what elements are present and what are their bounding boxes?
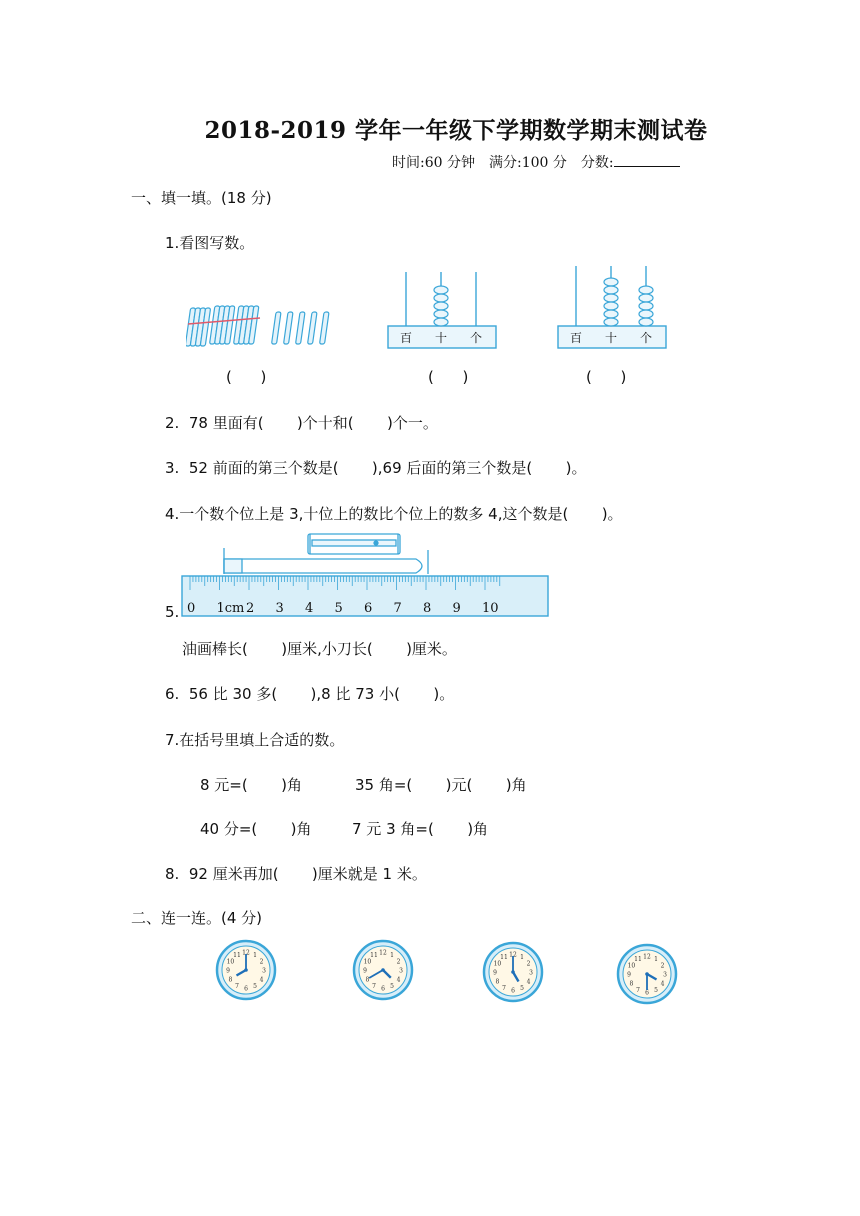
question-6: 6. 56 比 30 多( ),8 比 73 小( )。: [165, 685, 455, 703]
abacus-label-tens: 十: [435, 331, 448, 345]
clock-numeral: 11: [233, 951, 241, 959]
ruler-label: 10: [482, 601, 499, 616]
clock-numeral: 3: [529, 969, 533, 977]
clock-numeral: 1: [390, 951, 394, 959]
stick-bundle-2: [210, 306, 236, 344]
clock-numeral: 5: [654, 987, 658, 995]
score-blank[interactable]: [614, 152, 680, 167]
clock-numeral: 6: [511, 987, 515, 995]
clock-numeral: 10: [627, 962, 636, 970]
clock-numeral: 8: [629, 980, 634, 988]
clock-center: [511, 970, 515, 974]
ruler-label: 0: [187, 601, 196, 616]
clock-numeral: 9: [363, 967, 367, 975]
clock-numeral: 2: [660, 962, 665, 970]
clock-numeral: 2: [526, 960, 531, 968]
clock-center: [244, 968, 248, 972]
clock-icon-2[interactable]: [351, 938, 415, 1002]
clock-numeral: 3: [663, 971, 667, 979]
clock-numeral: 10: [493, 960, 502, 968]
ruler-label: 3: [275, 601, 284, 616]
page-title: 2018-2019 学年一年级下学期数学期末测试卷: [204, 117, 708, 144]
question-5-number: 5.: [165, 603, 180, 621]
clock-numeral: 12: [509, 951, 517, 959]
abacus-label-hundreds: 百: [400, 331, 413, 345]
clock-numeral: 4: [526, 978, 531, 986]
clock-numeral: 1: [654, 955, 658, 963]
clock-numeral: 9: [493, 969, 497, 977]
stick-bundle-3: [234, 306, 260, 344]
ruler-label: 9: [452, 601, 461, 616]
ruler-label: 2: [246, 601, 255, 616]
clock-numeral: 7: [502, 985, 506, 993]
time-label: 时间:60 分钟: [392, 155, 475, 171]
clock-numeral: 6: [645, 989, 649, 997]
score-label: 分数:: [580, 155, 614, 171]
clock-numeral: 8: [228, 976, 233, 984]
abacus-1: [386, 270, 498, 352]
clock-numeral: 10: [226, 958, 235, 966]
clock-numeral: 2: [259, 958, 264, 966]
abacus2-label-tens: 十: [605, 331, 618, 345]
clock-numeral: 4: [660, 980, 665, 988]
abacus2-label-hundreds: 百: [570, 331, 583, 345]
question-7d: 7 元 3 角=( )角: [352, 820, 489, 838]
abacus-label-ones: 个: [470, 331, 483, 345]
clock-numeral: 10: [363, 958, 372, 966]
ruler-figure: [180, 530, 552, 620]
clock-numeral: 5: [520, 985, 524, 993]
question-3: 3. 52 前面的第三个数是( ),69 后面的第三个数是( )。: [165, 459, 587, 477]
question-5: 油画棒长( )厘米,小刀长( )厘米。: [182, 640, 457, 658]
clock-numeral: 12: [643, 953, 651, 961]
clock-center: [645, 972, 649, 976]
ruler-label: 5: [334, 601, 343, 616]
exam-meta: [392, 152, 694, 172]
clock-numeral: 9: [226, 967, 230, 975]
clock-numeral: 7: [235, 983, 239, 991]
clock-numeral: 9: [627, 971, 631, 979]
question-7: 7.在括号里填上合适的数。: [165, 731, 345, 749]
full-score-label: 满分:100 分: [488, 155, 567, 171]
knife-icon: [308, 534, 400, 554]
ruler-label: 8: [423, 601, 432, 616]
clock-numeral: 7: [636, 987, 640, 995]
stick-bundle-1: [186, 308, 212, 346]
clock-numeral: 8: [365, 976, 370, 984]
section-2-heading: 二、连一连。(4 分): [131, 909, 263, 927]
clock-numeral: 3: [399, 967, 403, 975]
ruler-label: 6: [364, 601, 373, 616]
clock-numeral: 1: [520, 953, 524, 961]
clock-numeral: 11: [370, 951, 378, 959]
question-1: 1.看图写数。: [165, 234, 255, 252]
clock-numeral: 6: [381, 985, 385, 993]
abacus-2: [556, 264, 668, 352]
clock-icon-4[interactable]: [615, 942, 679, 1006]
answer-blank-2[interactable]: ( ): [428, 368, 469, 386]
clock-center: [381, 968, 385, 972]
question-7a: 8 元=( )角: [200, 776, 302, 794]
clock-numeral: 11: [500, 953, 508, 961]
single-sticks: [272, 312, 329, 344]
question-2: 2. 78 里面有( )个十和( )个一。: [165, 414, 438, 432]
clock-numeral: 3: [262, 967, 266, 975]
clock-numeral: 4: [259, 976, 264, 984]
question-7b: 35 角=( )元( )角: [355, 776, 527, 794]
clock-numeral: 12: [242, 949, 250, 957]
answer-blank-3[interactable]: ( ): [586, 368, 627, 386]
clock-numeral: 11: [634, 955, 642, 963]
ruler-label: 4: [305, 601, 314, 616]
clock-numeral: 4: [396, 976, 401, 984]
question-8: 8. 92 厘米再加( )厘米就是 1 米。: [165, 865, 427, 883]
clock-icon-1[interactable]: [214, 938, 278, 1002]
clock-numeral: 12: [379, 949, 387, 957]
question-4: 4.一个数个位上是 3,十位上的数比个位上的数多 4,这个数是( )。: [165, 505, 623, 523]
clock-numeral: 6: [244, 985, 248, 993]
sticks-figure: [186, 298, 336, 354]
clock-icon-3[interactable]: [481, 940, 545, 1004]
clock-numeral: 5: [390, 983, 394, 991]
clock-numeral: 1: [253, 951, 257, 959]
section-1-heading: 一、填一填。(18 分): [131, 189, 272, 207]
ruler-label: 1cm: [216, 601, 245, 616]
answer-blank-1[interactable]: ( ): [226, 368, 267, 386]
abacus2-label-ones: 个: [640, 331, 653, 345]
clock-numeral: 5: [253, 983, 257, 991]
clock-numeral: 7: [372, 983, 376, 991]
question-7c: 40 分=( )角: [200, 820, 312, 838]
ruler-label: 7: [393, 601, 402, 616]
clock-numeral: 8: [495, 978, 500, 986]
clock-numeral: 2: [396, 958, 401, 966]
